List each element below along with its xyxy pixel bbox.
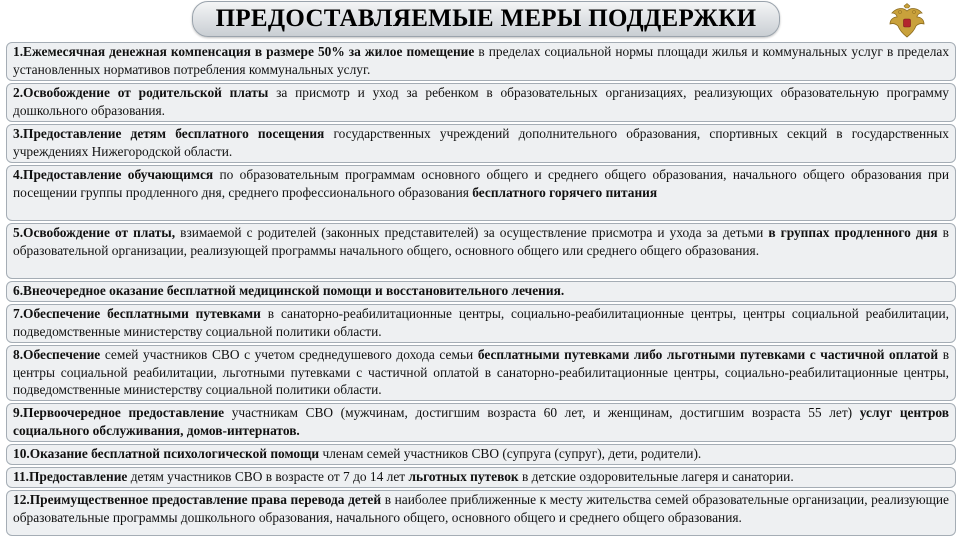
measure-box [6,42,956,81]
measure-text: членам семей участников СВО (супруга (супруг), дети, родители). [319,446,702,461]
measure-text: в наиболее приближенные к месту жительства семей образовательные организации, реализующие образовательные программы дошкольного образования, начального общего, основного общего и среднего общего образования. [13,492,949,525]
double-headed-eagle-emblem-icon [887,3,927,43]
measure-bold-text: 7.Обеспечение бесплатными путевками [13,306,261,321]
measure-bold-text: 5.Освобождение от платы, [13,225,176,240]
measure-text: в пределах социальной нормы площади жилья и коммунальных услуг в пределах установленных нормативов потребления коммунальных услуг. [13,44,950,77]
measure-bold-text: 11.Предоставление [13,469,128,484]
measure-bold-text: 8.Обеспечение [13,347,101,362]
measure-text: в санаторно-реабилитационные центры, социально-реабилитационные центры, центры социальной реабилитации, подведомственные министерству социальной политики области. [13,306,949,339]
measure-bold-text: бесплатного горячего питания [472,184,658,200]
measure-box [6,490,956,536]
measure-text: в образовательной организации, реализующей программы начального общего, основного общего или среднего общего образования. [13,225,949,258]
measure-box [6,223,956,279]
measure-box [6,444,956,465]
measure-bold-text: льготных путевок [408,469,519,484]
measure-text: участникам СВО (мужчинам, достигшим возраста 60 лет, и женщинам, достигшим возраста 55 лет) [224,405,860,420]
measure-bold-text: 4.Предоставление обучающимся [13,167,214,182]
measure-box [6,124,956,163]
measure-box [6,304,956,343]
measure-text: государственных учреждений дополнительного образования, спортивных секций в государственных учреждениях Нижегородской области. [13,126,949,159]
measure-box [6,165,956,221]
measure-text: взимаемой с родителей (законных представителей) за осуществление присмотра и ухода за детьми [175,225,769,240]
measure-bold-text: 9.Первоочередное предоставление [13,405,225,420]
measure-bold-text: 2.Освобождение от родительской платы [13,85,269,100]
measure-text: по образовательным программам основного общего и среднего общего образования, начального общего образования при посещении группы продленного дня, среднего профессионального образования [13,167,949,200]
page-title: ПРЕДОСТАВЛЯЕМЫЕ МЕРЫ ПОДДЕРЖКИ [215,5,757,32]
measure-text: семей участников СВО с учетом среднедушевого дохода семьи [100,347,478,362]
measure-bold-text: 12.Преимущественное предоставление права перевода детей [13,492,382,507]
title-banner [192,1,780,37]
measure-text: в центры социальной реабилитации, льготными путевками с частичной оплатой в санаторно-реабилитационные центры, социально-реабилитационные центры, подведомственные министерству социальной политики области. [13,347,950,397]
measure-text: детям участников СВО в возрасте от 7 до 14 лет [127,469,409,484]
measure-box [6,83,956,122]
measure-bold-text: 6.Внеочередное оказание бесплатной медицинской помощи и восстановительного лечения. [13,283,565,298]
measure-box [6,281,956,302]
measure-box [6,403,956,442]
measure-bold-text: в группах продленного дня [768,225,938,240]
measure-bold-text: бесплатными путевками либо льготными путевками с частичной оплатой [477,347,939,362]
measure-box [6,345,956,401]
measure-text: за присмотр и уход за ребенком в образовательных организациях, реализующих образовательную программу дошкольного образования. [13,85,950,118]
measure-bold-text: 10.Оказание бесплатной психологической помощи [13,446,320,461]
measure-text: в детские оздоровительные лагеря и санатории. [518,469,794,484]
measure-bold-text: 1.Ежемесячная денежная компенсация в размере 50% за жилое помещение [13,44,475,59]
measure-bold-text: услуг центров социального обслуживания, домов-интернатов. [13,405,949,438]
measure-box [6,467,956,488]
measure-bold-text: 3.Предоставление детям бесплатного посещения [13,126,325,141]
